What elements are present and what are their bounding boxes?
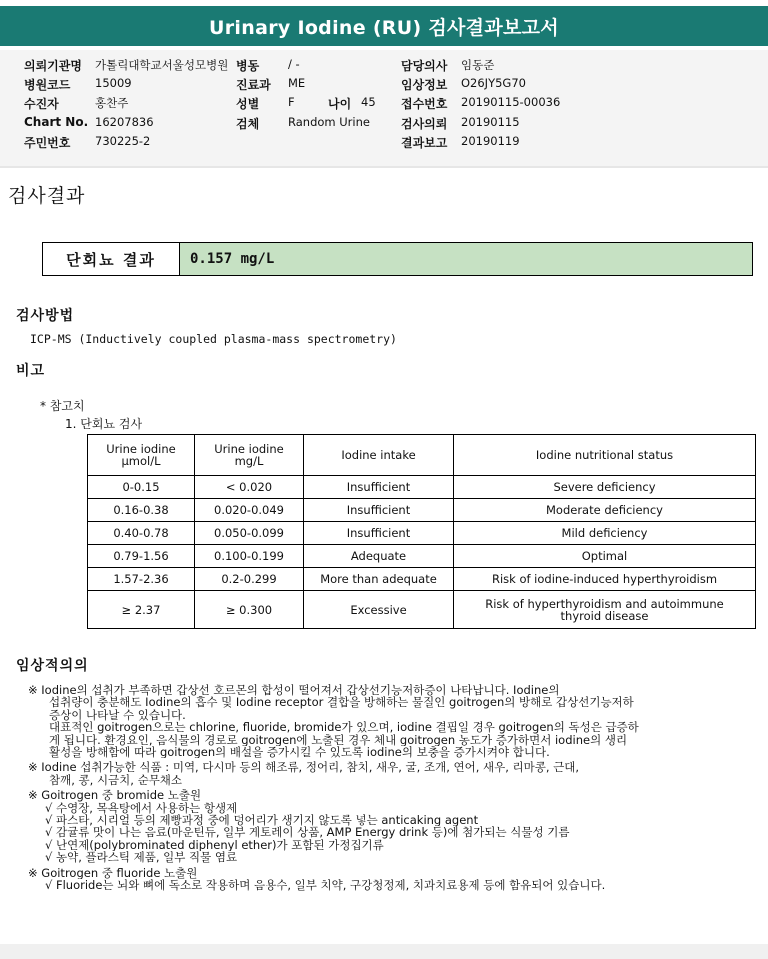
table-cell: ≥ 0.300	[195, 591, 304, 629]
table-cell: < 0.020	[195, 476, 304, 499]
clinical-line: √ 파스타, 시리얼 등의 제빵과정 중에 덩어리가 생기지 않도록 넣는 anticaking agent	[45, 814, 479, 827]
sex-label: 성별	[236, 97, 260, 111]
table-cell: 0-0.15	[88, 476, 195, 499]
header-cell: Urine iodine μmol/L	[88, 435, 195, 476]
table-cell: Severe deficiency	[454, 476, 756, 499]
clinical-info-label: 임상정보	[401, 78, 448, 92]
table-cell: Adequate	[304, 545, 454, 568]
results-heading: 검사결과	[8, 185, 86, 207]
sex-value: F	[288, 95, 295, 109]
table-cell: Insufficient	[304, 476, 454, 499]
result-value: 0.157 mg/L	[180, 243, 752, 275]
report-title: Urinary Iodine (RU) 검사결과보고서	[209, 16, 559, 39]
clinical-line: 게 됩니다. 환경요인, 음식물의 경로로 goitrogen에 노출된 경우 체내 goitrogen 농도가 증가하면서 iodine의 생리	[49, 733, 628, 747]
reference-sublabel: 1. 단회뇨 검사	[65, 417, 143, 431]
specimen-value: Random Urine	[288, 115, 370, 129]
table-row	[88, 476, 756, 499]
clinical-line: 증상이 나타날 수 있습니다.	[49, 708, 186, 722]
table-row	[88, 522, 756, 545]
method-heading: 검사방법	[16, 308, 75, 324]
clinical-info-value: O26JY5G70	[461, 76, 526, 90]
department-value: ME	[288, 76, 306, 90]
table-header-row	[88, 435, 756, 476]
table-cell: ≥ 2.37	[88, 591, 195, 629]
request-date-value: 20190115	[461, 115, 520, 129]
age-value: 45	[361, 95, 376, 109]
clinical-line: 활성을 방해함에 따라 goitrogen의 배설을 증가시킬 수 있도록 iodine의 보충을 증가시켜야 합니다.	[49, 746, 550, 759]
reference-label: * 참고치	[40, 399, 85, 413]
clinical-line: √ 수영장, 목욕탕에서 사용하는 항생제	[45, 801, 238, 815]
clinical-line: √ 난연제(polybrominated diphenyl ether)가 포함된 가정집기류	[45, 838, 384, 852]
clinical-significance-heading: 임상적의의	[16, 658, 89, 674]
clinical-line: √ Fluoride는 뇌와 뼈에 독소로 작용하며 음용수, 일부 치약, 구강청정제, 치과치료용제 등에 함유되어 있습니다.	[45, 879, 606, 892]
report-date-value: 20190119	[461, 134, 520, 148]
clinical-line: ※ Iodine 섭취가능한 식품 : 미역, 다시마 등의 해조류, 정어리, 참치, 새우, 굴, 조개, 연어, 새우, 리마콩, 근대,	[28, 761, 580, 774]
table-cell: Risk of hyperthyroidism and autoimmune thyroid disease	[454, 591, 756, 629]
table-cell: 0.050-0.099	[195, 522, 304, 545]
ward-label: 병동	[236, 59, 260, 73]
result-box	[42, 242, 753, 276]
patient-value: 홍찬주	[95, 96, 129, 110]
table-row	[88, 545, 756, 568]
hospital-value: 가톨릭대학교서울성모병원	[95, 58, 229, 72]
table-cell: Mild deficiency	[454, 522, 756, 545]
clinical-line: ※ Goitrogen 중 fluoride 노출원	[28, 866, 198, 880]
table-cell: 0.16-0.38	[88, 499, 195, 522]
table-cell: 0.2-0.299	[195, 568, 304, 591]
header-cell: Urine iodine mg/L	[195, 435, 304, 476]
table-cell: 0.40-0.78	[88, 522, 195, 545]
clinical-line: √ 농약, 플라스틱 제품, 일부 직물 염료	[45, 851, 238, 864]
patient-label: 수진자	[24, 97, 59, 111]
doctor-label: 담당의사	[401, 59, 448, 73]
table-row	[88, 591, 756, 629]
table-row	[88, 568, 756, 591]
table-cell: Risk of iodine-induced hyperthyroidism	[454, 568, 756, 591]
patient-info-panel	[0, 50, 768, 166]
table-cell: 0.020-0.049	[195, 499, 304, 522]
report-title-banner	[0, 6, 768, 46]
hospital-code-value: 15009	[95, 76, 132, 90]
clinical-line: ※ Goitrogen 중 bromide 노출원	[28, 789, 202, 802]
table-cell: 0.100-0.199	[195, 545, 304, 568]
table-cell: Moderate deficiency	[454, 499, 756, 522]
report-date-label: 결과보고	[401, 136, 448, 150]
table-cell: 0.79-1.56	[88, 545, 195, 568]
hospital-label: 의뢰기관명	[24, 59, 82, 73]
clinical-line: √ 감귤류 맛이 나는 음료(마운틴듀, 일부 게토레이 상품, AMP Energy drink 등)에 첨가되는 식물성 기름	[45, 826, 570, 839]
clinical-line: 섭취량이 충분해도 Iodine의 흡수 및 Iodine receptor 결합을 방해하는 물질인 goitrogen의 방해로 갑상선기능저하	[49, 696, 634, 709]
clinical-line: ※ Iodine의 섭취가 부족하면 갑상선 호르몬의 합성이 떨어져서 갑상선기능저하증이 나타납니다. Iodine의	[28, 684, 560, 697]
age-label: 나이	[328, 97, 352, 111]
header-cell: Iodine nutritional status	[454, 435, 756, 476]
hospital-code-label: 병원코드	[24, 78, 71, 92]
divider	[0, 166, 768, 168]
clinical-significance-text	[28, 684, 758, 892]
receipt-number-label: 접수번호	[401, 97, 448, 111]
ward-value: / -	[288, 57, 300, 71]
table-cell: Optimal	[454, 545, 756, 568]
receipt-number-value: 20190115-00036	[461, 95, 561, 109]
header-cell: Iodine intake	[304, 435, 454, 476]
table-cell: Insufficient	[304, 522, 454, 545]
reference-table	[87, 434, 756, 629]
chart-no-value: 16207836	[95, 115, 154, 129]
chart-no-label: Chart No.	[24, 115, 89, 129]
department-label: 진료과	[236, 78, 271, 92]
table-cell: 1.57-2.36	[88, 568, 195, 591]
resident-id-label: 주민번호	[24, 136, 71, 150]
table-cell: Insufficient	[304, 499, 454, 522]
method-text: ICP-MS (Inductively coupled plasma-mass spectrometry)	[30, 332, 397, 346]
table-cell: More than adequate	[304, 568, 454, 591]
resident-id-value: 730225-2	[95, 134, 151, 148]
footer-bar	[0, 944, 768, 959]
table-row	[88, 499, 756, 522]
request-date-label: 검사의뢰	[401, 117, 448, 131]
clinical-line: 대표적인 goitrogen으로는 chlorine, fluoride, bromide가 있으며, iodine 결핍일 경우 goitrogen의 독성은 급증하	[49, 721, 639, 734]
table-cell: Excessive	[304, 591, 454, 629]
specimen-label: 검체	[236, 117, 260, 131]
remarks-heading: 비고	[16, 363, 46, 379]
result-label: 단회뇨 결과	[43, 243, 180, 275]
clinical-line: 참깨, 콩, 시금치, 순무채소	[49, 773, 183, 787]
doctor-value: 임동준	[461, 58, 495, 72]
